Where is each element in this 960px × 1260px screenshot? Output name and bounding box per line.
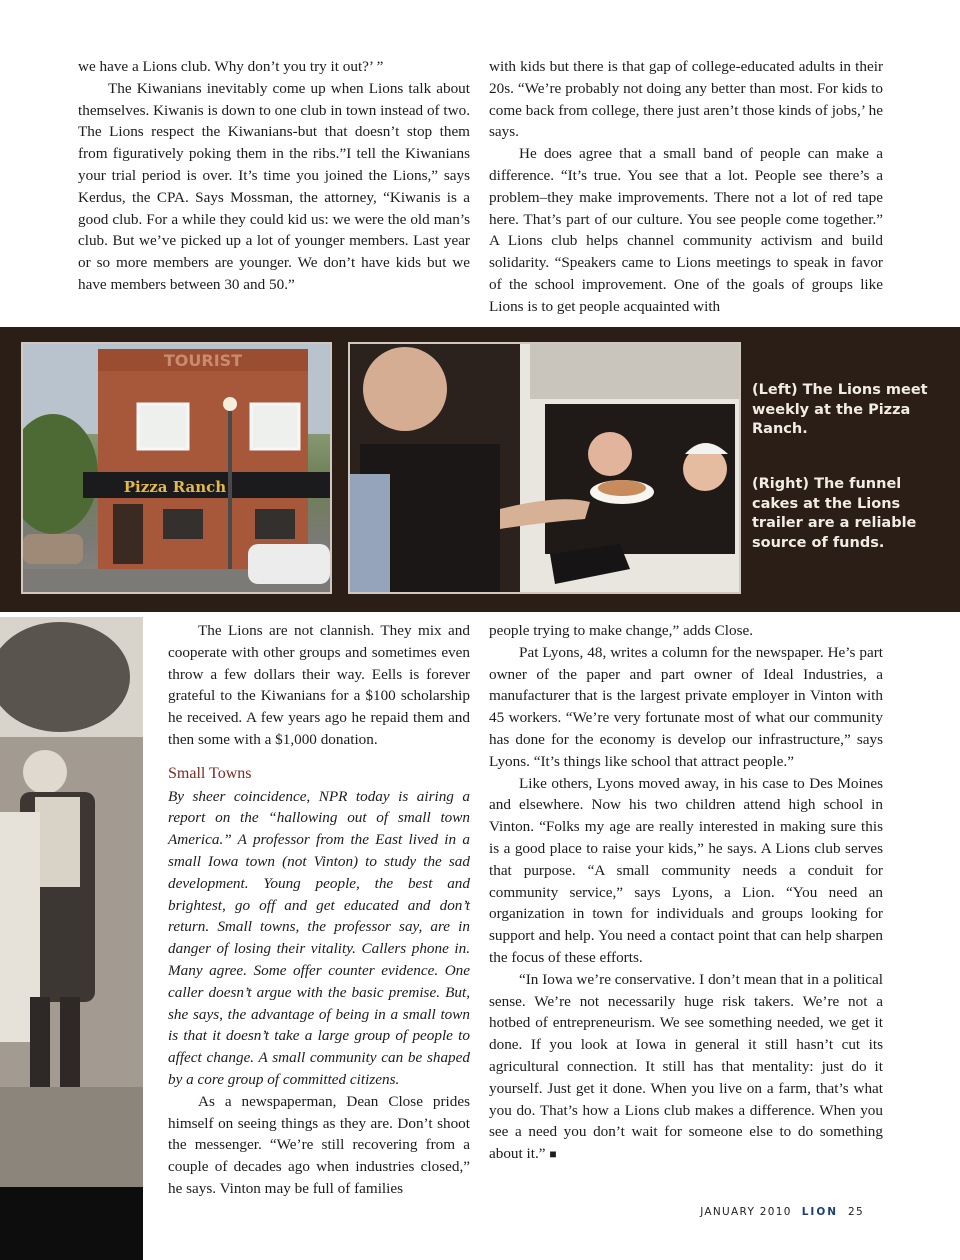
- storefront-sign-text: Pizza Ranch: [123, 478, 227, 496]
- funnel-cake-illustration: [350, 344, 739, 592]
- section-heading: Small Towns: [168, 764, 252, 782]
- paragraph: The Lions are not clannish. They mix and cooperate with other groups and sometimes even throw a few dollars their way. Eells is forever grateful to the Kiwanians for a $100 scholarship he received. A few years ago he repaid them and then some with a $1,000 donation.: [168, 622, 470, 748]
- paragraph: Like others, Lyons moved away, in his case to Des Moines and elsewhere. Now his two children attend high school in Vinton. “Folks my age are really interested in making sure this is a good place to raise your kids,” he says. A Lions club serves that purpose. “A small community needs a conduit for community service,” says Lyons, a Lion. “You need an organization in town for individuals and groups looking for support and help. You need a contact point that can help sharpen the focus of these efforts.: [489, 774, 883, 966]
- paragraph: we have a Lions club. Why don’t you try it out?’ ”: [78, 58, 384, 75]
- article-column-bottom-right: [489, 620, 883, 1166]
- paragraph: As a newspaperman, Dean Close prides himself on seeing things as they are. Don’t shoot the messenger. “We’re still recovering from a couple of decades ago when industries closed,” he says. Vinton may be full of families: [168, 1092, 470, 1197]
- page-footer: [700, 1206, 864, 1218]
- photo-caption-left: (Left) The Lions meet weekly at the Pizza Ranch.: [752, 382, 928, 437]
- paragraph: He does agree that a small band of people can make a difference. “It’s true. You see that a lot. People see there’s a problem–they make improvements. There not a lot of red tape here. That’s part of our culture. You see people come together.” A Lions club helps channel community activism and build solidarity. “Speakers came to Lions meetings to speak in favor of the school improvement. One of the goals of groups like Lions is to get people acquainted with: [489, 145, 883, 315]
- photo-caption-right: (Right) The funnel cakes at the Lions trailer are a reliable source of funds.: [752, 476, 917, 551]
- pizza-ranch-photo: [21, 342, 332, 594]
- page-number: 25: [848, 1206, 864, 1218]
- article-column-top-left: [78, 56, 470, 296]
- black-block: [0, 1187, 143, 1260]
- paragraph: Pat Lyons, 48, writes a column for the newspaper. He’s part owner of the paper and part owner of Ideal Industries, a manufacturer that is the largest private employer in Vinton with 45 workers. “We’re very fortunate most of what our community has done for the economy is develop our infrastructure,” says Lyons. “It’s things like school that attract people.”: [489, 643, 883, 770]
- paragraph: [489, 969, 883, 1166]
- article-column-bottom-middle: [168, 620, 470, 1200]
- paragraph: people trying to make change,” adds Close.: [489, 622, 754, 639]
- photo-band: [0, 327, 960, 612]
- pizza-ranch-illustration: [23, 344, 330, 592]
- upper-sign-text: TOURIST: [163, 351, 243, 370]
- end-mark: ■: [549, 1147, 557, 1162]
- paragraph: The Kiwanians inevitably come up when Lions talk about themselves. Kiwanis is down to one club in town instead of two. The Lions respect the Kiwanians-but that doesn’t stop them from figuratively poking them in the ribs.”I tell the Kiwanians your trial period is over. It’s time you joined the Lions,” says Kerdus, the CPA. Says Mossman, the attorney, “Kiwanis is a good club. For a while they could kid us: we were the old man’s club. But we’ve picked up a lot of younger members. Last year or so more members are younger. We don’t have kids but we have members between 30 and 50.”: [78, 79, 470, 293]
- funnel-cake-photo: [348, 342, 741, 594]
- historical-men-illustration: [0, 617, 143, 1187]
- italic-paragraph: By sheer coincidence, NPR today is airing a report on the “hallowing out of small town America.” A professor from the East lived in a small Iowa town (not Vinton) to study the sad development. Young people, the best and brightest, go off and get educated and don’t return. Small towns, the professor say, are in danger of losing their vitality. Callers phone in. Many agree. Some offer counter evidence. One caller doesn’t argue with the basic premise. But, she says, the advantage of being in a small town is that it doesn’t take a large group of people to affect change. A small community can be shaped by a core group of committed citizens.: [168, 787, 470, 1088]
- issue-date: JANUARY 2010: [700, 1206, 792, 1218]
- paragraph: with kids but there is that gap of college-educated adults in their 20s. “We’re probably not doing any better than most. For kids to come back from college, there just aren’t those kinds of jobs,’ he says.: [489, 58, 883, 141]
- article-column-top-right: [489, 56, 883, 318]
- paragraph-text: “In Iowa we’re conservative. I don’t mean that in a political sense. We’re not necessarily huge risk takers. We’re not a hotbed of entrepreneurism. We see something needed, we get it done. If you look at Iowa in general it still hasn’t cut its agricultural connection. It still has that mentality: just do it yourself. Just get it done. When you live on a farm, that’s what you do. That’s how a Lions club makes a difference. When you see a need you don’t wait for someone else to do something about it.”: [489, 970, 883, 1163]
- historical-photo: [0, 617, 143, 1260]
- magazine-name: LION: [801, 1206, 839, 1218]
